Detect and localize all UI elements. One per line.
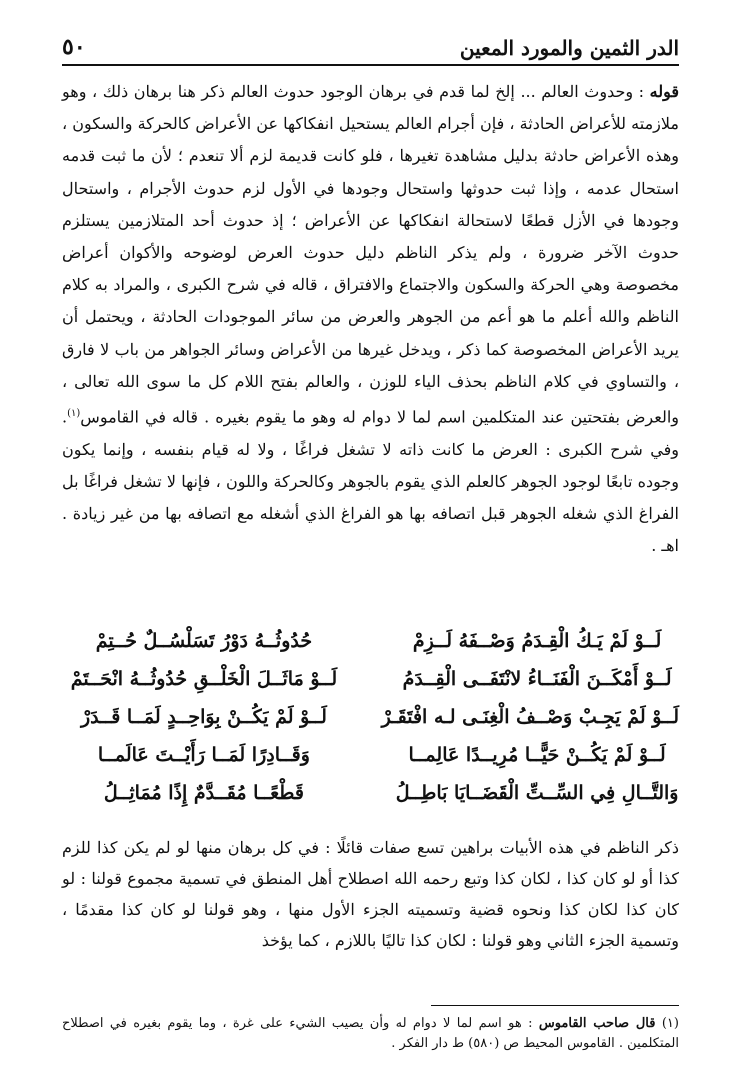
footnote-reference[interactable]: (١) (67, 408, 81, 420)
verse-second-hemistich: وَقَــادِرًا لَمَــا رَأَيْــتَ عَالَمــا (97, 744, 310, 766)
verse-line (62, 736, 679, 774)
paragraph-lead: قوله (649, 82, 679, 101)
verse-second-hemistich: قَطْعًــا مُقَــدَّمٌ إِذًا مُمَاثِــلُ (103, 782, 304, 804)
page-number: ٥٠ (62, 34, 86, 60)
poem-verses (62, 622, 679, 812)
commentary-paragraph (62, 76, 679, 562)
verse-line (62, 660, 679, 698)
explanation-text: ذكر الناظم في هذه الأبيات براهين تسع صفات قائلًا : في كل برهان منها لو لم يكن كذا للزم كذا أو لو كان كذا ، لكان كذا وتبع رحمه الله اصطلاح أهل المنطق في تسمية مجموع قولنا : لو كان كذا لكان كذا ونحوه قضية وتسميته الجزء الأول منها ، وهو قولنا لو كان كذا مقدمًا ، وتسمية الجزء الثاني وهو قولنا : لكان كذا تاليًا باللازم ، كما يؤخذ (62, 838, 679, 950)
verse-first-hemistich: لَــوْ لَمْ يَـكُ الْقِـدَمُ وَصْــفَهُ لَــزِمْ (412, 630, 662, 652)
verse-line (62, 622, 679, 660)
verse-first-hemistich: وَالتَّــالِ فِي السِّــتِّ الْقَضَــايَا بَاطِــلُ (395, 782, 679, 804)
footnote-divider (431, 1005, 679, 1006)
footnote-text: : هو اسم لما لا دوام له وأن يصيب الشيء على غرة ، وما يقوم بغيره في اصطلاح المتكلمين . القاموس المحيط ص (٥٨٠) ط دار الفكر . (62, 1016, 679, 1051)
verse-first-hemistich: لَــوْ لَمْ يَجِـبْ وَصْــفُ الْغِنَـى لـه افْتَقَـرْ (381, 706, 679, 728)
paragraph-text-continued: . وفي شرح الكبرى : العرض ما كانت ذاته لا تشغل فراغًا ، ولا له قيام بنفسه ، وإنما يكون وجوده تابعًا لوجود الجوهر كالعلم الذي يقوم بالجوهر وكالحركة واللون ، فإنها لا تشغل فراغًا بل الفراغ الذي شغله الجوهر قبل اتصافه بها هو الفراغ الذي أشغله مع اتصافه بها من غير زيادة . اهـ . (62, 407, 679, 556)
footnote (62, 1014, 679, 1054)
verse-second-hemistich: حُدُوثُــهُ دَوْرُ تَسَلْسُــلٌ حُــتِمْ (95, 630, 313, 652)
footnote-number: (١) (661, 1016, 679, 1031)
verse-first-hemistich: لَــوْ لَمْ يَكُــنْ حَيًّــا مُرِيــدًا عَالِمــا (408, 744, 666, 766)
page-header (62, 34, 679, 66)
verse-line (62, 698, 679, 736)
explanation-paragraph (62, 832, 679, 956)
verse-first-hemistich: لَــوْ أَمْكَــنَ الْفَنَــاءُ لانْتَفَــى الْقِــدَمُ (402, 668, 672, 690)
verse-line (62, 774, 679, 812)
paragraph-text: : وحدوث العالم ... إلخ لما قدم في برهان الوجود حدوث العالم ذكر هنا برهان ذلك ، وهو ملازمته للأعراض الحادثة ، فإن أجرام العالم يستحيل انفكاكها عن الأعراض كالحركة والسكون ، وهذه الأعراض حادثة بدليل مشاهدة تغيرها ، فلو كانت قديمة لزم ألا تنعدم ؛ لأن ما ثبت قدمه استحال عدمه ، وإذا ثبت حدوثها واستحال وجودها في الأول لزم حدوث الأجرام ، واستحال وجودها في الأزل قطعًا لاستحالة انفكاكها عن الأعراض ؛ إذ حدوث أحد المتلازمين يستلزم حدوث الآخر ضرورة ، ولم يذكر الناظم دليل حدوث العرض لوضوحه والأكوان أعراض مخصوصة وهي الحركة والسكون والاجتماع والافتراق ، قاله في شرح الكبرى ، والمراد به كلام الناظم والله أعلم ما هو أعم من الجوهر والعرض من سائر الموجودات الحادثة ، ويحتمل أن يريد الأعراض المخصوصة كما ذكر ، ويدخل غيرها من الأعراض وسائر الجواهر من باب لا فارق ، والتساوي في كلام الناظم بحذف الياء للوزن ، والعالم بفتح اللام كل ما سوى الله تعالى ، والعرض بفتحتين عند المتكلمين اسم لما لا دوام له وهو ما يقوم بغيره . قاله في القاموس (62, 82, 679, 427)
running-title: الدر الثمين والمورد المعين (459, 36, 679, 60)
verse-second-hemistich: لَــوْ لَمْ يَكُــنْ بِوَاحِــدٍ لَمَــا قَــدَرْ (80, 706, 327, 728)
verse-second-hemistich: لَــوْ مَاثَــلَ الْخَلْــقِ حُدُوثُــهُ انْحَــتَمْ (70, 668, 338, 690)
footnote-lead: قال صاحب القاموس (538, 1016, 656, 1031)
